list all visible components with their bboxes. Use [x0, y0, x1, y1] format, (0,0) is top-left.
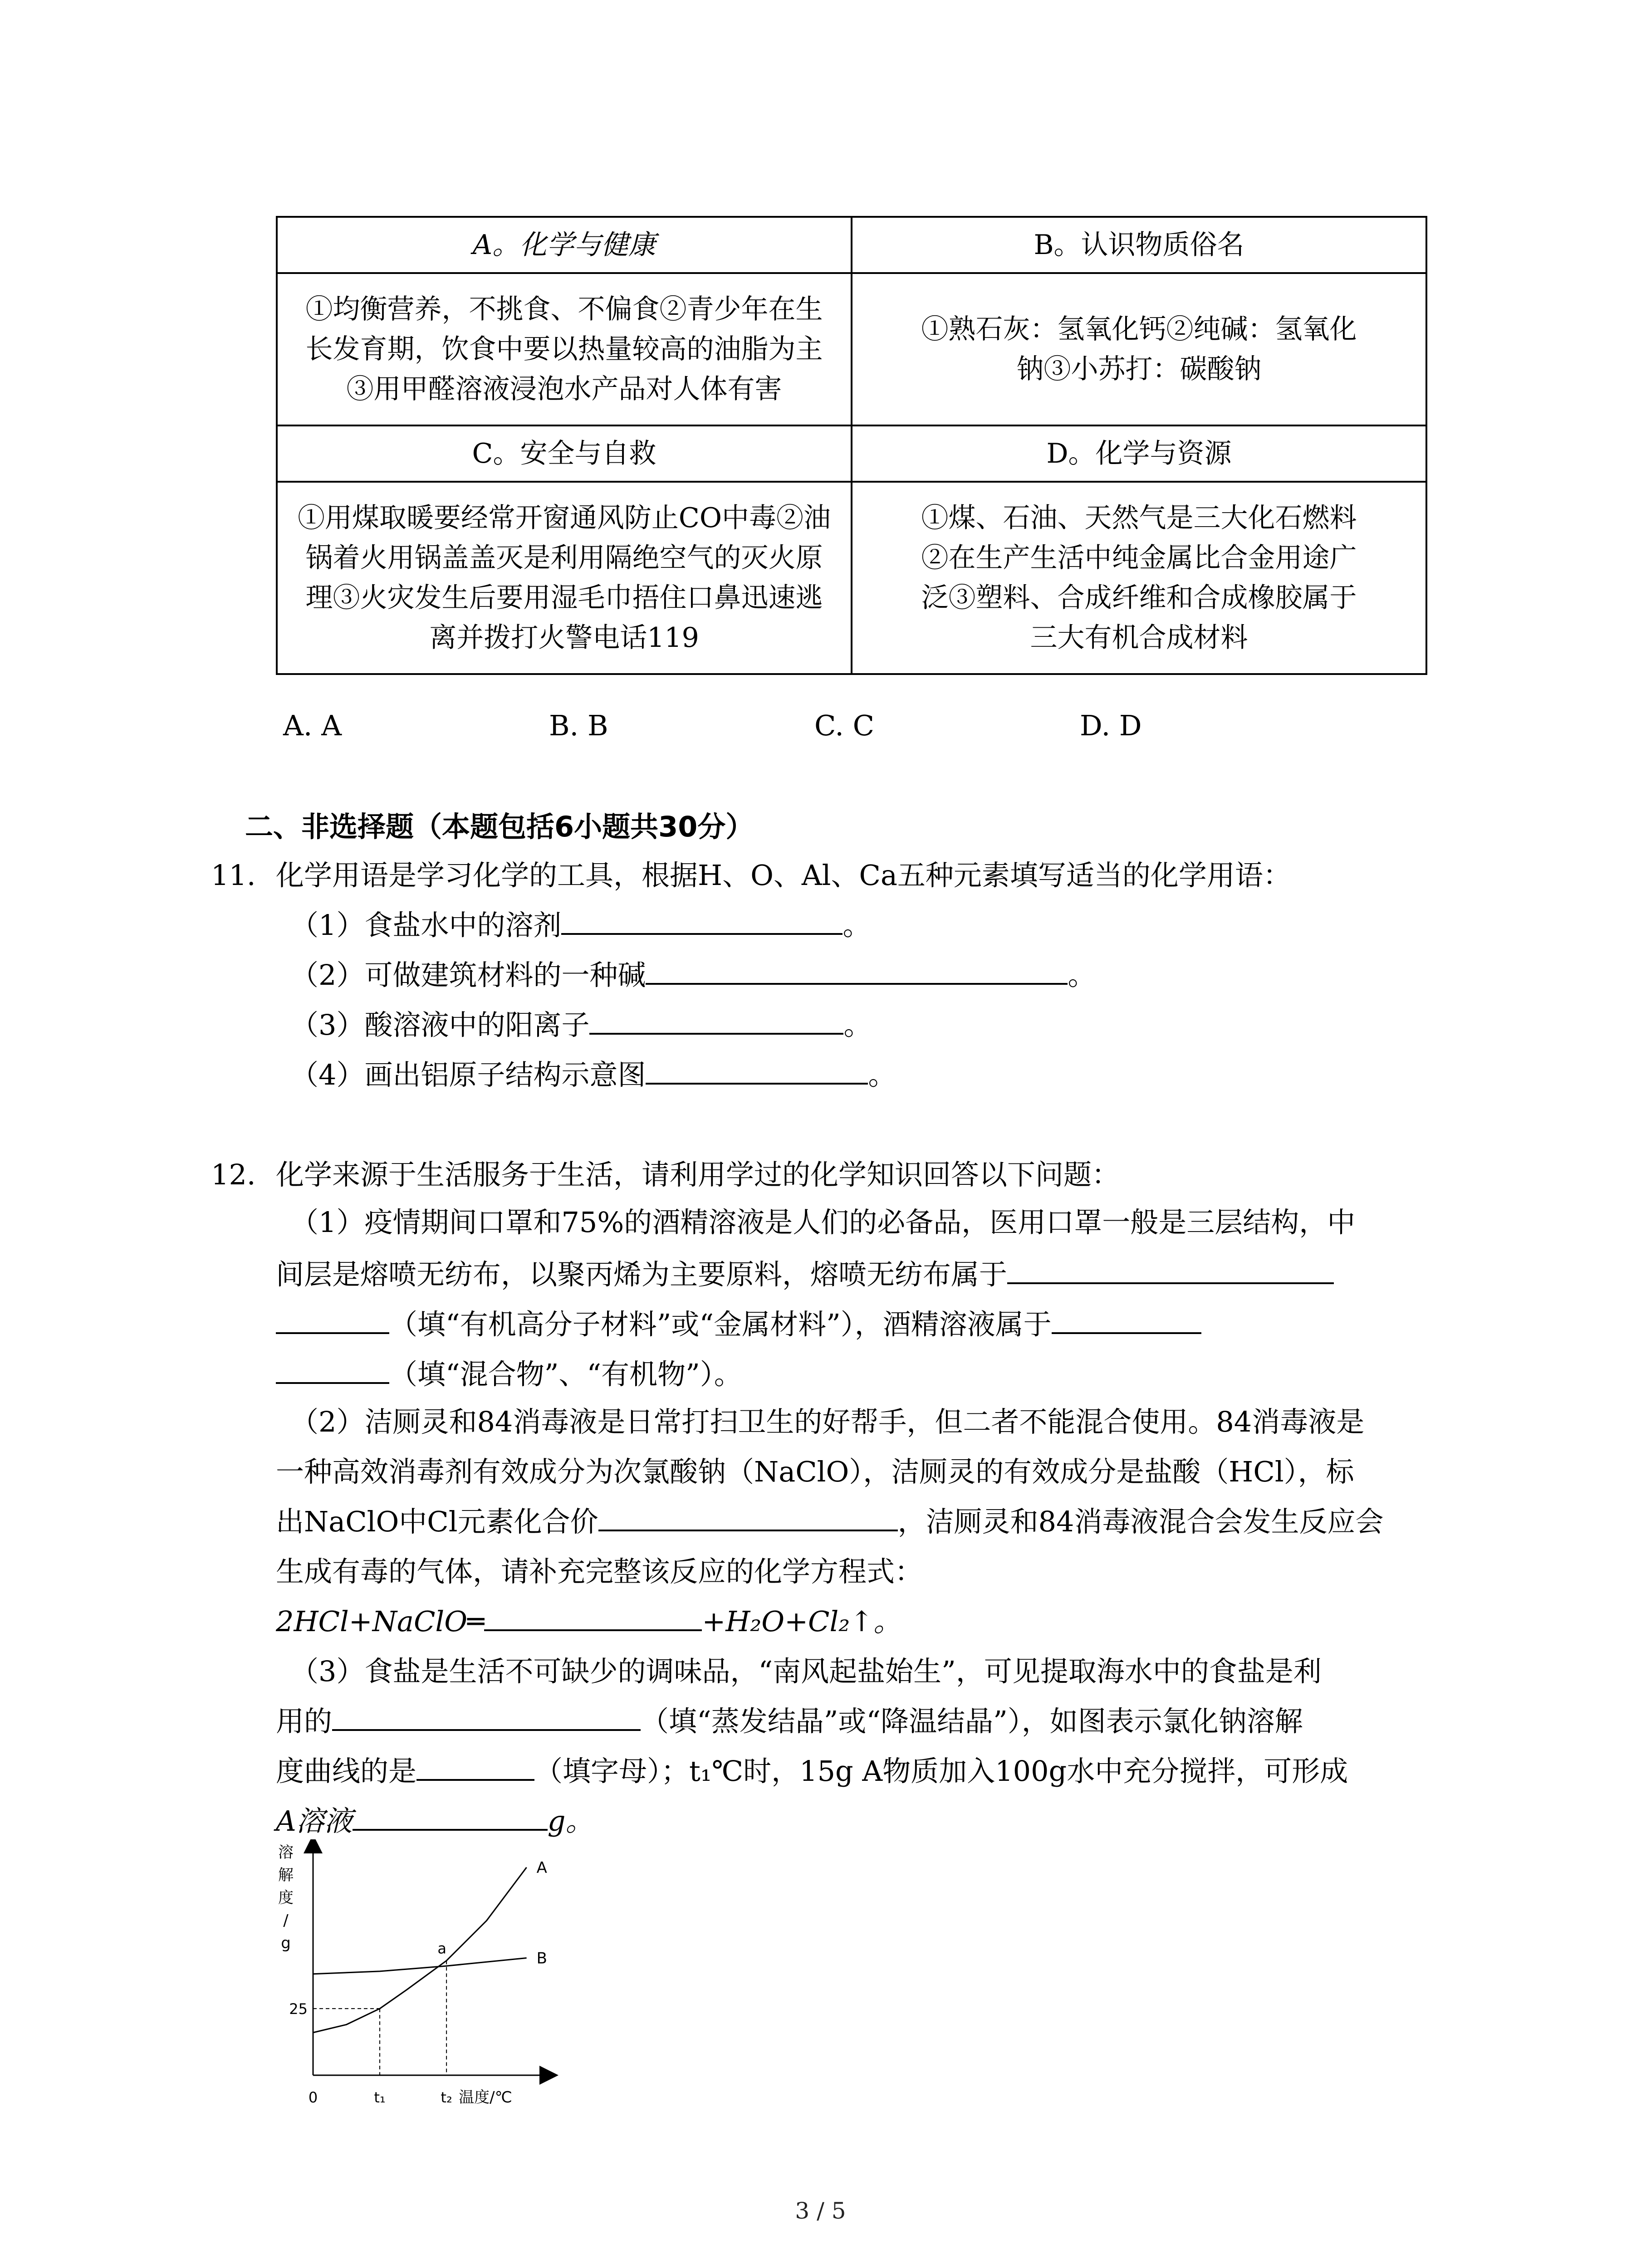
series-B-line [313, 1958, 527, 1974]
table-cell-b [852, 273, 1426, 425]
series-label-A: A [536, 1858, 547, 1877]
q11-part2 [290, 955, 1096, 996]
q12-line2 [276, 1254, 1334, 1295]
q11-number: 11. [211, 859, 256, 892]
origin-label: 0 [308, 2089, 318, 2106]
q12-line4-text: （填“混合物”、“有机物”）。 [389, 1358, 742, 1391]
q12-blank-alcohol-cont[interactable] [276, 1354, 389, 1384]
table-header-b-text: B。认识物质俗名 [1034, 229, 1244, 261]
q12-equation-right: +H₂O+Cl₂↑。 [702, 1605, 902, 1638]
q12-blank-fabric[interactable] [1007, 1254, 1334, 1284]
intersection-label: a [437, 1940, 446, 1957]
q12-line5: （2）洁厕灵和84消毒液是日常打扫卫生的好帮手，但二者不能混合使用。84消毒液是 [290, 1405, 1365, 1438]
table-cell-c-line: ①用煤取暖要经常开窗通风防止CO中毒②油 [297, 502, 831, 534]
q11-part2-text: （2）可做建筑材料的一种碱 [290, 958, 646, 992]
table-cell-c [277, 482, 852, 674]
table-header-a [277, 217, 852, 273]
q12-blank-fabric-cont[interactable] [276, 1304, 389, 1334]
q11-part3 [290, 1005, 872, 1046]
q11-part4-blank[interactable] [646, 1055, 868, 1085]
table-cell-d [852, 482, 1426, 674]
table-cell-d-line: 泛③塑料、合成纤维和合成橡胶属于 [921, 582, 1357, 614]
table-header-c [277, 425, 852, 482]
q12-line11 [276, 1701, 1303, 1742]
q11-part2-blank[interactable] [646, 955, 1068, 985]
q12-blank-mass[interactable] [353, 1801, 548, 1831]
series-label-B: B [536, 1949, 547, 1968]
q12-line2-text: 间层是熔喷无纺布，以聚丙烯为主要原料，熔喷无纺布属于 [276, 1258, 1008, 1291]
q12-blank-product[interactable] [484, 1601, 702, 1631]
q12-line7-text: 出NaClO中Cl元素化合价 [276, 1505, 598, 1538]
q12-stem: 化学来源于生活服务于生活，请利用学过的化学知识回答以下问题： [276, 1158, 1120, 1191]
table-cell-b-line: ①熟石灰：氢氧化钙②纯碱：氢氧化 [921, 313, 1357, 345]
table-cell-a-line: ③用甲醛溶液浸泡水产品对人体有害 [346, 373, 782, 405]
q12-line3-text: （填“有机高分子材料”或“金属材料”），酒精溶液属于 [389, 1308, 1052, 1341]
q12-blank-crystallize[interactable] [332, 1701, 641, 1731]
y-tick-label: 25 [289, 2000, 308, 2018]
table-cell-a-line: ①均衡营养，不挑食、不偏食②青少年在生 [305, 293, 823, 325]
q12-line13 [276, 1801, 593, 1842]
x-tick-label: t₂ [441, 2089, 452, 2106]
knowledge-table [276, 216, 1427, 675]
q12-line11-tail: （填“蒸发结晶”或“降温结晶”），如图表示氯化钠溶解 [641, 1705, 1303, 1738]
q11-part3-text: （3）酸溶液中的阳离子 [290, 1008, 590, 1041]
solubility-curve-chart [272, 1839, 563, 2112]
option-c[interactable]: C. C [814, 709, 875, 742]
option-b[interactable]: B. B [549, 709, 608, 742]
table-cell-d-line: ②在生产生活中纯金属比合金用途广 [921, 542, 1357, 574]
q12-line1: （1）疫情期间口罩和75%的酒精溶液是人们的必备品，医用口罩一般是三层结构，中 [290, 1206, 1356, 1239]
y-axis-label: 溶 [278, 1843, 294, 1862]
q12-blank-alcohol[interactable] [1052, 1304, 1201, 1334]
q11-part4-text: （4）画出铝原子结构示意图 [290, 1058, 646, 1091]
q11-part4-end: 。 [868, 1058, 896, 1091]
q12-line11-text: 用的 [276, 1705, 333, 1738]
q12-blank-valence[interactable] [598, 1501, 898, 1531]
q11-part2-end: 。 [1068, 958, 1096, 992]
table-cell-c-line: 离并拨打火警电话119 [429, 622, 699, 654]
q11-part3-end: 。 [843, 1008, 872, 1041]
q12-line12 [276, 1751, 1348, 1792]
table-cell-d-line: ①煤、石油、天然气是三大化石燃料 [921, 502, 1357, 534]
q12-line7 [276, 1501, 1384, 1542]
table-cell-b-line: 钠③小苏打：碳酸钠 [1016, 353, 1262, 385]
q11-part1 [290, 905, 871, 946]
table-cell-c-line: 理③火灾发生后要用湿毛巾捂住口鼻迅速逃 [305, 582, 823, 614]
q12-line13-text: A溶液 [276, 1804, 353, 1838]
q12-line12-text: 度曲线的是 [276, 1755, 417, 1788]
q12-equation-left: 2HCl+NaClO═ [276, 1605, 485, 1638]
q12-line6: 一种高效消毒剂有效成分为次氯酸钠（NaClO），洁厕灵的有效成分是盐酸（HCl），标 [276, 1455, 1354, 1488]
q11-part3-blank[interactable] [589, 1005, 843, 1035]
option-a[interactable]: A. A [283, 709, 342, 742]
q12-equation [276, 1601, 901, 1642]
q11-part4 [290, 1055, 896, 1095]
table-header-d [852, 425, 1426, 482]
table-header-c-text: C。安全与自救 [472, 438, 656, 469]
table-header-b [852, 217, 1426, 273]
q12-line8: 生成有毒的气体，请补充完整该反应的化学方程式： [276, 1555, 923, 1588]
q12-line10: （3）食盐是生活不可缺少的调味品，“南风起盐始生”，可见提取海水中的食盐是利 [290, 1655, 1322, 1688]
q12-line4 [276, 1354, 742, 1395]
section-title: 二、非选择题（本题包括6小题共30分） [245, 810, 754, 843]
table-header-a-text: A。化学与健康 [472, 229, 656, 261]
q12-line7-tail: ，洁厕灵和84消毒液混合会发生反应会 [897, 1505, 1384, 1538]
option-d[interactable]: D. D [1080, 709, 1142, 742]
q12-line3 [276, 1304, 1201, 1345]
table-cell-a-line: 长发育期，饮食中要以热量较高的油脂为主 [305, 333, 823, 365]
q12-blank-curve[interactable] [416, 1751, 534, 1781]
table-cell-d-line: 三大有机合成材料 [1030, 622, 1248, 654]
series-A-line [313, 1867, 527, 2033]
y-axis-label: / [283, 1911, 289, 1930]
table-cell-c-line: 锅着火用锅盖盖灭是利用隔绝空气的灭火原 [305, 542, 823, 574]
y-axis-label: g [281, 1934, 291, 1952]
x-tick-label: t₁ [374, 2089, 386, 2106]
q12-line13-tail: g。 [547, 1804, 594, 1838]
q11-part1-end: 。 [843, 909, 871, 942]
table-header-d-text: D。化学与资源 [1046, 438, 1232, 469]
y-axis-label: 度 [278, 1889, 294, 1907]
q12-line12-tail: （填字母）；t₁℃时，15g A物质加入100g水中充分搅拌，可形成 [534, 1755, 1348, 1788]
q12-number: 12. [211, 1158, 256, 1191]
page-number: 3 / 5 [795, 2198, 846, 2224]
answer-options [0, 705, 1641, 746]
y-axis-label: 解 [278, 1866, 294, 1884]
x-axis-label: 温度/℃ [459, 2088, 512, 2107]
q11-part1-blank[interactable] [561, 905, 843, 935]
table-cell-a [277, 273, 852, 425]
q11-stem: 化学用语是学习化学的工具，根据H、O、Al、Ca五种元素填写适当的化学用语： [276, 859, 1291, 892]
q11-part1-text: （1）食盐水中的溶剂 [290, 909, 562, 942]
